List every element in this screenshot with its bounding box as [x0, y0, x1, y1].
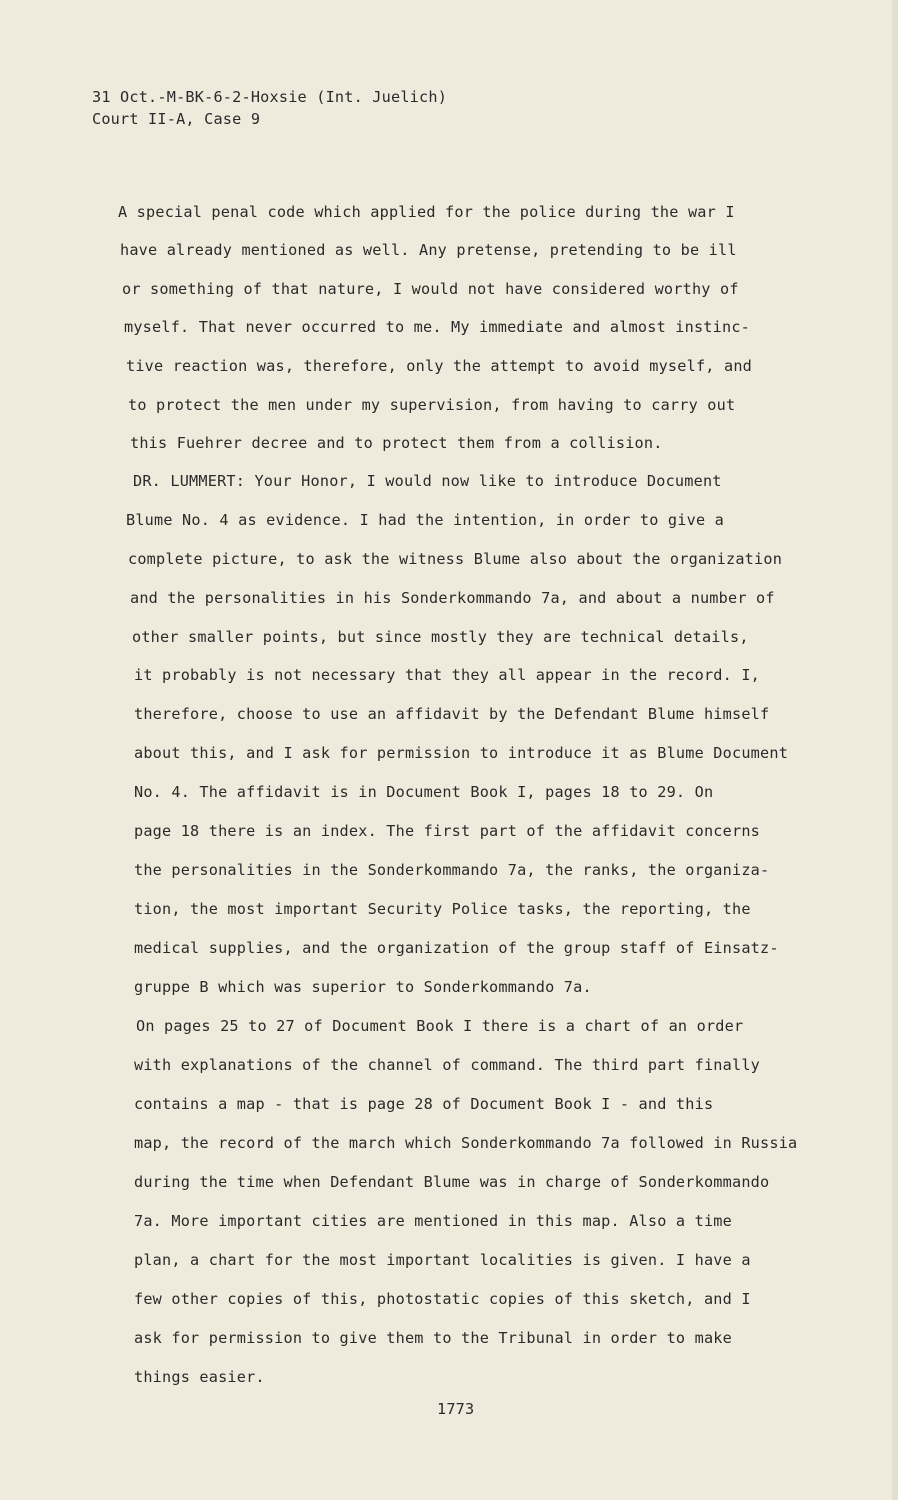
- body-line: about this, and I ask for permission to introduce it as Blume Document: [134, 744, 789, 762]
- body-line: On pages 25 to 27 of Document Book I there is a chart of an order: [136, 1017, 744, 1035]
- body-line: few other copies of this, photostatic copies of this sketch, and I: [134, 1290, 751, 1308]
- body-line: with explanations of the channel of command. The third part finally: [134, 1056, 761, 1074]
- body-line: the personalities in the Sonderkommando 7a, the ranks, the organiza-: [134, 861, 770, 879]
- body-line: this Fuehrer decree and to protect them from a collision.: [130, 434, 663, 452]
- page-number: 1773: [437, 1400, 475, 1418]
- body-line: it probably is not necessary that they all appear in the record. I,: [134, 666, 761, 684]
- header-line-2: Court II-A, Case 9: [92, 110, 261, 128]
- body-line: tive reaction was, therefore, only the attempt to avoid myself, and: [126, 357, 753, 375]
- body-line: tion, the most important Security Police tasks, the reporting, the: [134, 900, 751, 918]
- body-line: therefore, choose to use an affidavit by the Defendant Blume himself: [134, 705, 770, 723]
- body-line: ask for permission to give them to the Tribunal in order to make: [134, 1329, 732, 1347]
- body-line: DR. LUMMERT: Your Honor, I would now like to introduce Document: [133, 472, 722, 490]
- body-line: Blume No. 4 as evidence. I had the intention, in order to give a: [126, 511, 724, 529]
- body-line: gruppe B which was superior to Sonderkommando 7a.: [134, 978, 592, 996]
- body-line: other smaller points, but since mostly they are technical details,: [132, 628, 749, 646]
- body-line: map, the record of the march which Sonderkommando 7a followed in Russia: [134, 1134, 798, 1152]
- body-line: to protect the men under my supervision, from having to carry out: [128, 396, 736, 414]
- body-line: A special penal code which applied for the police during the war I: [118, 203, 735, 221]
- body-line: have already mentioned as well. Any pretense, pretending to be ill: [120, 241, 737, 259]
- body-line: and the personalities in his Sonderkommando 7a, and about a number of: [130, 589, 775, 607]
- body-line: during the time when Defendant Blume was in charge of Sonderkommando: [134, 1173, 770, 1191]
- body-line: page 18 there is an index. The first part of the affidavit concerns: [134, 822, 761, 840]
- body-line: myself. That never occurred to me. My immediate and almost instinc-: [124, 318, 751, 336]
- body-line: 7a. More important cities are mentioned in this map. Also a time: [134, 1212, 732, 1230]
- body-line: complete picture, to ask the witness Blume also about the organization: [128, 550, 783, 568]
- body-line: or something of that nature, I would not have considered worthy of: [122, 280, 739, 298]
- body-line: No. 4. The affidavit is in Document Book I, pages 18 to 29. On: [134, 783, 714, 801]
- body-line: things easier.: [134, 1368, 265, 1386]
- header-line-1: 31 Oct.-M-BK-6-2-Hoxsie (Int. Juelich): [92, 88, 448, 106]
- body-line: medical supplies, and the organization of the group staff of Einsatz-: [134, 939, 779, 957]
- body-line: plan, a chart for the most important localities is given. I have a: [134, 1251, 751, 1269]
- body-line: contains a map - that is page 28 of Document Book I - and this: [134, 1095, 714, 1113]
